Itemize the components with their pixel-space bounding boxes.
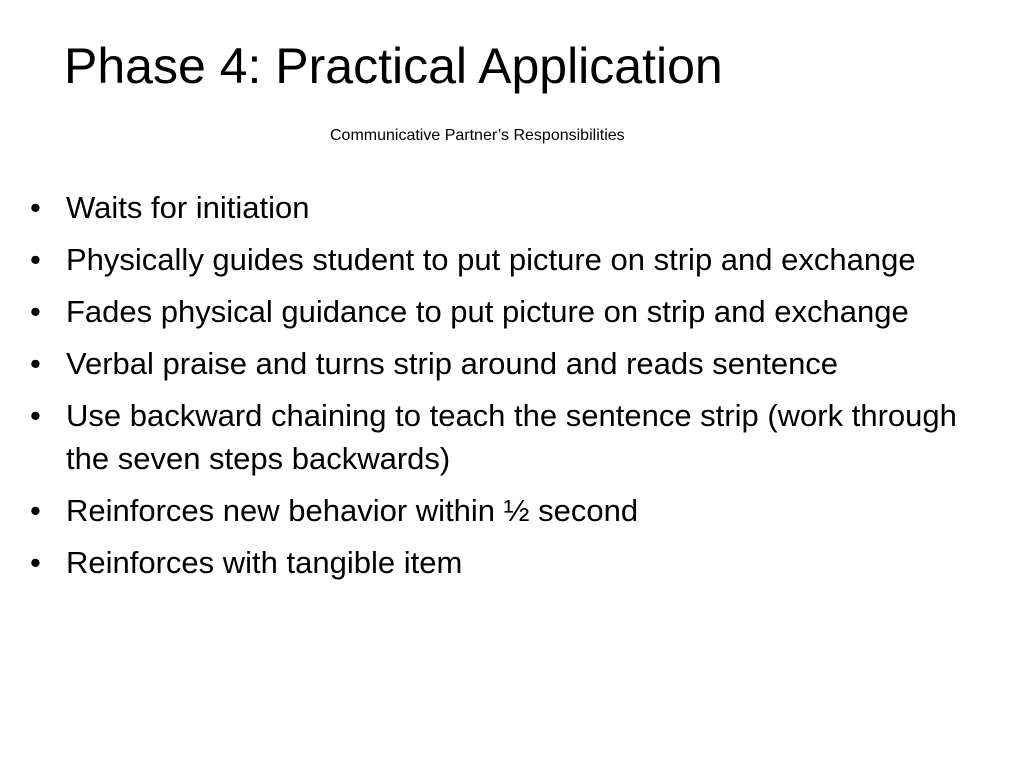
bullet-item xyxy=(30,342,990,385)
slide-subtitle: Communicative Partner’s Responsibilities xyxy=(330,127,625,144)
bullet-text: Reinforces with tangible item xyxy=(66,545,463,580)
bullet-icon: • xyxy=(30,398,41,433)
bullet-text: Use backward chaining to teach the sentence strip (work through the seven steps backwards) xyxy=(66,398,957,476)
bullet-item xyxy=(30,489,990,532)
bullet-icon: • xyxy=(30,242,41,277)
bullet-item xyxy=(30,541,990,584)
bullet-icon: • xyxy=(30,545,41,580)
bullet-item xyxy=(30,238,990,281)
bullet-text: Fades physical guidance to put picture on strip and exchange xyxy=(66,294,909,329)
bullet-icon: • xyxy=(30,294,41,329)
bullet-text: Reinforces new behavior within ½ second xyxy=(66,493,639,528)
bullet-list xyxy=(30,186,990,593)
bullet-icon: • xyxy=(30,190,41,225)
bullet-text: Waits for initiation xyxy=(66,190,310,225)
bullet-text: Physically guides student to put picture on strip and exchange xyxy=(66,242,916,277)
bullet-item xyxy=(30,186,990,229)
bullet-item xyxy=(30,394,990,480)
bullet-icon: • xyxy=(30,346,41,381)
bullet-text: Verbal praise and turns strip around and reads sentence xyxy=(66,346,839,381)
bullet-item xyxy=(30,290,990,333)
bullet-icon: • xyxy=(30,493,41,528)
slide-title: Phase 4: Practical Application xyxy=(64,38,723,94)
